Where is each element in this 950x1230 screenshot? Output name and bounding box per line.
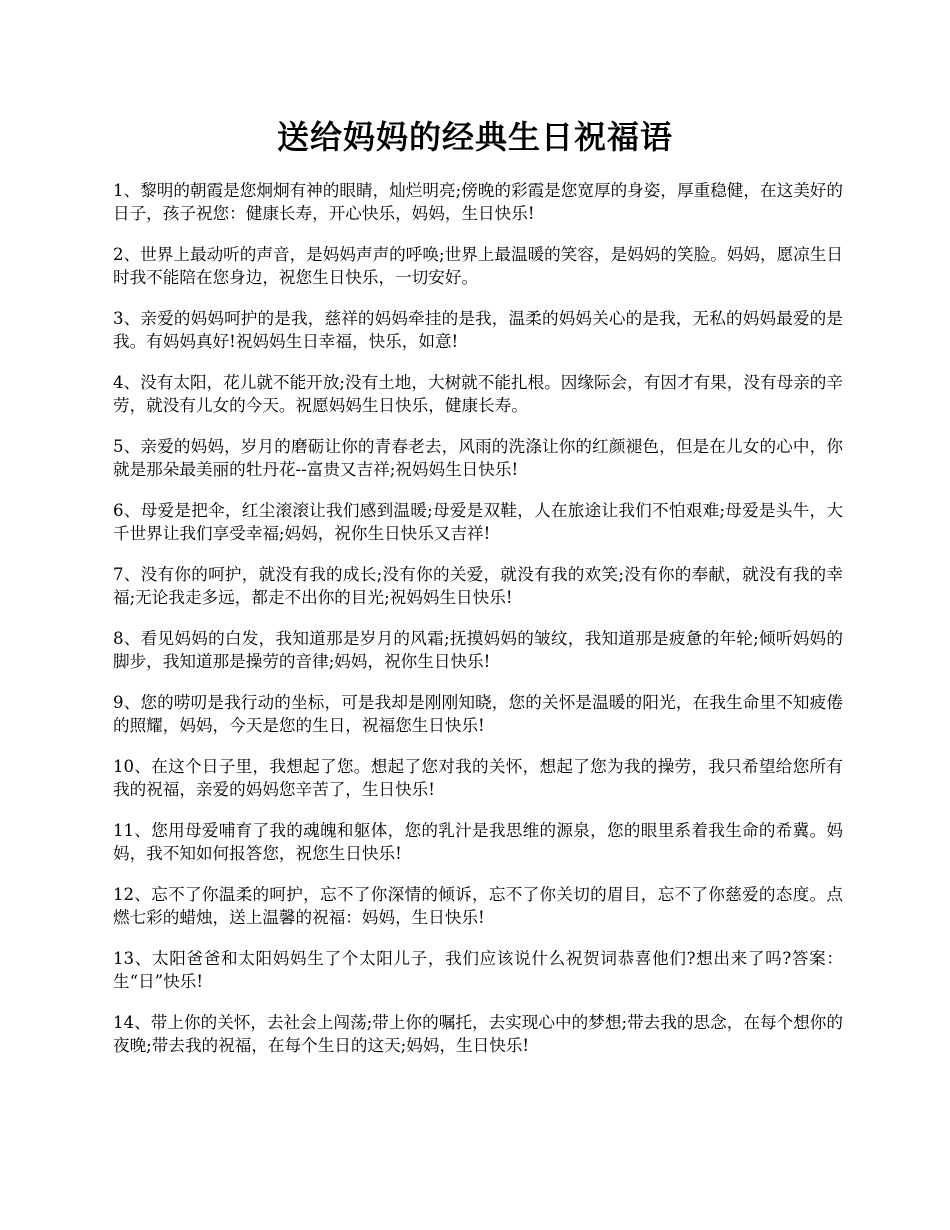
paragraph-6: 6、母爱是把伞，红尘滚滚让我们感到温暖;母爱是双鞋，人在旅途让我们不怕艰难;母爱是头牛，大千世界让我们享受幸福;妈妈，祝你生日快乐又吉祥! [113, 500, 843, 543]
paragraph-5: 5、亲爱的妈妈，岁月的磨砺让你的青春老去，风雨的洗涤让你的红颜褪色，但是在儿女的心中，你就是那朵最美丽的牡丹花--富贵又吉祥;祝妈妈生日快乐! [113, 436, 843, 479]
paragraph-4: 4、没有太阳，花儿就不能开放;没有土地，大树就不能扎根。因缘际会，有因才有果，没有母亲的辛劳，就没有儿女的今天。祝愿妈妈生日快乐，健康长寿。 [113, 372, 843, 415]
paragraph-14: 14、带上你的关怀，去社会上闯荡;带上你的嘱托，去实现心中的梦想;带去我的思念，在每个想你的夜晚;带去我的祝福，在每个生日的这天;妈妈，生日快乐! [113, 1012, 843, 1055]
paragraph-1: 1、黎明的朝霞是您炯炯有神的眼睛，灿烂明亮;傍晚的彩霞是您宽厚的身姿，厚重稳健，在这美好的日子，孩子祝您：健康长寿，开心快乐，妈妈，生日快乐! [113, 181, 843, 223]
document-title: 送给妈妈的经典生日祝福语 [276, 118, 673, 156]
document-body [113, 180, 843, 1076]
paragraph-11: 11、您用母爱哺育了我的魂魄和躯体，您的乳汁是我思维的源泉，您的眼里系着我生命的希冀。妈妈，我不知如何报答您，祝您生日快乐! [113, 820, 843, 863]
paragraph-9: 9、您的唠叨是我行动的坐标，可是我却是刚刚知晓，您的关怀是温暖的阳光，在我生命里不知疲倦的照耀，妈妈，今天是您的生日，祝福您生日快乐! [113, 692, 843, 735]
paragraph-2: 2、世界上最动听的声音，是妈妈声声的呼唤;世界上最温暖的笑容，是妈妈的笑脸。妈妈，愿凉生日时我不能陪在您身边，祝您生日快乐，一切安好。 [113, 244, 843, 287]
paragraph-12: 12、忘不了你温柔的呵护，忘不了你深情的倾诉，忘不了你关切的眉目，忘不了你慈爱的态度。点燃七彩的蜡烛，送上温馨的祝福：妈妈，生日快乐! [113, 884, 843, 927]
paragraph-10: 10、在这个日子里，我想起了您。想起了您对我的关怀，想起了您为我的操劳，我只希望给您所有我的祝福，亲爱的妈妈您辛苦了，生日快乐! [113, 756, 843, 799]
paragraph-8: 8、看见妈妈的白发，我知道那是岁月的风霜;抚摸妈妈的皱纹，我知道那是疲惫的年轮;倾听妈妈的脚步，我知道那是操劳的音律;妈妈，祝你生日快乐! [113, 628, 843, 671]
paragraph-3: 3、亲爱的妈妈呵护的是我，慈祥的妈妈牵挂的是我，温柔的妈妈关心的是我，无私的妈妈最爱的是我。有妈妈真好!祝妈妈生日幸福，快乐，如意! [113, 308, 843, 351]
paragraph-7: 7、没有你的呵护，就没有我的成长;没有你的关爱，就没有我的欢笑;没有你的奉献，就没有我的幸福;无论我走多远，都走不出你的目光;祝妈妈生日快乐! [113, 564, 843, 607]
paragraph-13: 13、太阳爸爸和太阳妈妈生了个太阳儿子，我们应该说什么祝贺词恭喜他们?想出来了吗?答案：生“日”快乐! [113, 948, 843, 991]
